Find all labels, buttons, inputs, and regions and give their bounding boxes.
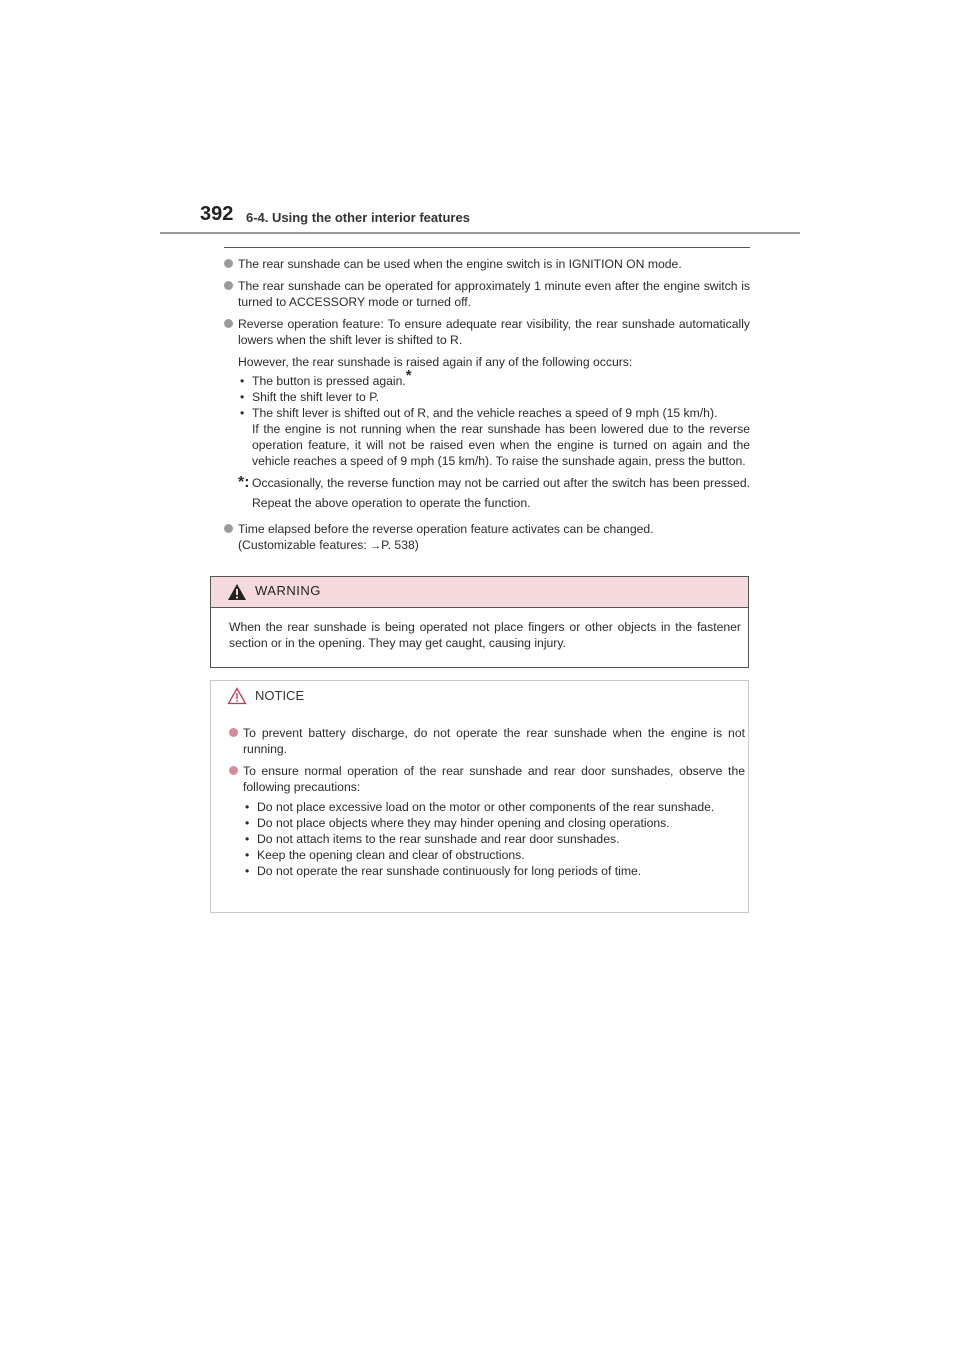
bullet-dot-icon [229,766,238,775]
bullet-mark: • [245,832,250,846]
precaution-item: • Keep the opening clean and clear of obstructions. [245,848,525,862]
precaution-item: • Do not attach items to the rear sunshade and rear door sunshades. [245,832,620,846]
reverse-details [224,354,750,513]
warning-box [210,576,749,668]
section-title: 6-4. Using the other interior features [246,210,470,225]
bullet-ignition: The rear sunshade can be used when the engine switch is in IGNITION ON mode. [224,256,750,272]
precaution-item: • Do not place objects where they may hinder opening and closing operations. [245,816,670,830]
arrow-right-icon: → [370,540,382,552]
header-rule [160,232,800,234]
content-rule [224,247,750,248]
main-content [224,256,750,554]
warning-text: When the rear sunshade is being operated not place fingers or other objects in the fastener section or in the opening. They may get caught, causing injury. [229,620,741,650]
precaution-item: • Do not place excessive load on the motor or other components of the rear sunshade. [245,800,715,814]
reverse-continuation: If the engine is not running when the rear sunshade has been lowered due to the reverse operation feature, it will not be raised even when the engine is turned on again and the vehicle reaches a speed of 9 mph (15 km/h). To raise the sunshade again, press the button. [252,422,750,468]
page-number: 392 [200,203,234,225]
warning-title: WARNING [255,583,321,598]
notice-title: NOTICE [255,688,305,703]
reverse-item: • Shift the shift lever to P. [240,390,380,404]
page-reference-link[interactable]: P. 538) [381,538,419,552]
bullet-mark: • [240,390,245,404]
precaution-item: • Do not operate the rear sunshade continuously for long periods of time. [245,864,642,878]
bullet-reverse: Reverse operation feature: To ensure adequate rear visibility, the rear sunshade automatically lowers when the shift lever is shifted to R. [224,316,750,348]
bullet-time-elapsed: Time elapsed before the reverse operation feature activates can be changed. (Customizable features: →P. 538) [224,521,750,554]
precaution-list [229,799,745,879]
notice-body [229,725,745,879]
bullet-mark: • [245,800,250,814]
notice-bullet-battery: To prevent battery discharge, do not operate the rear sunshade when the engine is not running. [229,725,745,757]
reverse-item: • The button is pressed again.* [240,366,412,388]
reverse-item: • The shift lever is shifted out of R, and the vehicle reaches a speed of 9 mph (15 km/h). If the engine is not running when the rear sunshade has been lowered due to the reverse operation feature, it will not be raised even when the engine is turned on again and the vehicle reaches a speed of 9 mph (15 km/h). To raise the sunshade again, press the button. [240,406,750,468]
bullet-dot-icon [224,319,233,328]
bullet-mark: • [240,406,245,420]
asterisk-mark: * [405,366,412,384]
bullet-dot-icon [224,524,233,533]
notice-box [210,680,749,913]
bullet-mark: • [240,374,245,388]
bullet-dot-icon [224,259,233,268]
warning-header [211,577,748,608]
bullet-mark: • [245,816,250,830]
bullet-mark: • [245,848,250,862]
notice-bullet-precautions: To ensure normal operation of the rear sunshade and rear door sunshades, observe the following precautions: [229,763,745,795]
caution-triangle-icon [227,687,247,705]
bullet-accessory: The rear sunshade can be operated for approximately 1 minute even after the engine switch is turned to ACCESSORY mode or turned off. [224,278,750,310]
bullet-dot-icon [229,728,238,737]
reverse-intro: However, the rear sunshade is raised again if any of the following occurs: [238,355,633,369]
customizable-ref: (Customizable features: →P. 538) [238,538,419,552]
bullet-mark: • [245,864,250,878]
footnote-mark: *: [238,474,250,491]
warning-triangle-icon [227,583,247,601]
bullet-dot-icon [224,281,233,290]
footnote: *: Occasionally, the reverse function may not be carried out after the switch has been pressed. Repeat the above operation to operate the function. [238,474,750,510]
